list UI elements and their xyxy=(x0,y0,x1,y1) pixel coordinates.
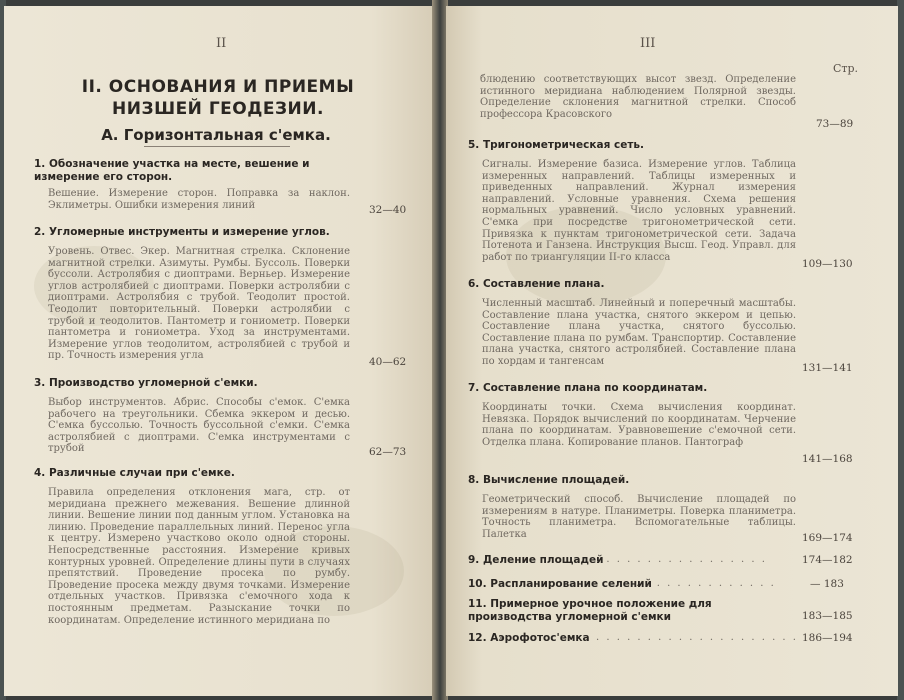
title-rule xyxy=(144,146,290,147)
page-number: II xyxy=(216,36,227,51)
toc-item-heading: 4. Различные случаи при с'емке. xyxy=(34,467,235,479)
toc-item-description: Сигналы. Измерение базиса. Измерение углов. Таблица измеренных направлений. Таблицы измеренных и приведенных направлений. Журнал измерения направлений. Условные уравнения. Схема решения нормальных уравнений. Число условных уравнений. С'емка при посредстве тригонометрической сети. Привязка к пунктам тригонометрической сети. Задача Потенота и Ганзена. Инструкция Высш. Геод. Управл. для работ по триангуляции II-го класса xyxy=(482,159,796,263)
toc-item-description: Выбор инструментов. Абрис. Способы с'емок. С'емка рабочего на треугольники. Сбемка эккером и десью. С'емка буссолью. Точность буссольной с'емки. С'емка астролябией с диоптрами. С'емка инструментами с трубой xyxy=(48,397,350,455)
toc-item-pages: — 183 xyxy=(810,578,844,590)
right-page xyxy=(446,6,898,696)
toc-item-heading: 5. Тригонометрическая сеть. xyxy=(468,139,645,151)
toc-item-pages: 186—194 xyxy=(802,632,853,644)
toc-item-description: Правила определения отклонения мага, стр. от меридиана прежнего межевания. Вешение длинной линии. Вешение линии под данным углом. Установка на линию. Проведение параллельных линий. Перенос угла к центру. Измерено участково около одной стороны. Непосредственные расстояния. Измерение кривых контурных уровней. Определение длины пути в случаях препятствий. Проведение просека по румбу. Проведение просека между двумя точками. Измерение отдельных участков. Привязка с'емочного хода к постоянным предметам. Разыскание точки по координатам. Определение истинного меридиана по xyxy=(48,487,350,626)
toc-item-description: Координаты точки. Схема вычисления координат. Невязка. Порядок вычислений по координатам. Черчение плана по координатам. Уравновешение с'емочной сети. Отделка плана. Копирование планов. Пантограф xyxy=(482,402,796,448)
toc-item xyxy=(468,578,652,590)
toc-item-pages: 169—174 xyxy=(802,532,853,544)
toc-item xyxy=(34,226,350,362)
toc-item-heading: 6. Составление плана. xyxy=(468,278,605,290)
subsection-title: А. Горизонтальная с'емка. xyxy=(101,126,331,144)
toc-item-pages: 62—73 xyxy=(369,446,407,458)
left-page xyxy=(4,6,436,696)
toc-item-heading: 1. Обозначение участка на месте, вешение и измерение его сторон. xyxy=(34,158,310,183)
toc-item xyxy=(468,474,796,540)
toc-item-heading: 7. Составление плана по координатам. xyxy=(468,382,708,394)
toc-item-heading: 10. Распланирование селений xyxy=(468,578,652,590)
toc-item xyxy=(468,278,796,368)
toc-item-pages: 174—182 xyxy=(802,554,853,566)
toc-item-heading: 12. Аэрофотос'емка xyxy=(468,632,590,644)
toc-item xyxy=(34,377,350,455)
toc-item-pages: 73—89 xyxy=(816,118,854,130)
toc-item-pages: 109—130 xyxy=(802,258,853,270)
toc-item-description: Численный масштаб. Линейный и поперечный масштабы. Составление плана участка, снятого эккером и цепью. Составление плана участка, снятого буссолью. Составление плана по румбам. Транспортир. Составление плана участка, снятого астролябией. Составление плана по хордам и тангенсам xyxy=(482,298,796,367)
toc-item-pages: 131—141 xyxy=(802,362,853,374)
toc-item-description: Вешение. Измерение сторон. Поправка за наклон. Эклиметры. Ошибки измерения линий xyxy=(48,188,350,211)
toc-item xyxy=(468,139,796,263)
toc-item xyxy=(468,598,798,624)
toc-item-heading: 3. Производство угломерной с'емки. xyxy=(34,377,258,389)
section-title: II. ОСНОВАНИЯ И ПРИЕМЫ НИЗШЕЙ ГЕОДЕЗИИ. xyxy=(81,77,355,119)
toc-item-description: Геометрический способ. Вычисление площадей по измерениям в натуре. Планиметры. Поверка планиметра. Точность планиметра. Вспомогательные таблицы. Палетка xyxy=(482,494,796,540)
leader-dots: . . . . . . . . . . . . . . . . . xyxy=(596,554,767,565)
page-number: III xyxy=(640,36,656,51)
toc-item xyxy=(34,158,350,211)
toc-item-description: Уровень. Отвес. Экер. Магнитная стрелка. Склонение магнитной стрелки. Азимуты. Румбы. Буссоль. Поверки буссоли. Астролябия с диоптрами. Верньер. Измерение углов астролябией с диоптрами. Поверки астролябии с диоптрами. Астролябия с трубой. Теодолит простой. Теодолит повторительный. Поверки астролябии с трубой и теодолитов. Пантометр и гониометр. Поверки пантометра и гониометра. Уход за инструментами. Измерение углов теодолитом, астролябией с трубой и пр. Точность измерения угла xyxy=(48,246,350,362)
pages-column-label: Стр. xyxy=(832,62,858,75)
toc-item-heading: 2. Угломерные инструменты и измерение углов. xyxy=(34,226,330,238)
toc-item-pages: 141—168 xyxy=(802,453,853,465)
toc-item-pages: 40—62 xyxy=(369,356,407,368)
toc-item xyxy=(34,467,350,626)
toc-item xyxy=(468,382,796,448)
toc-continuation xyxy=(466,70,796,120)
cover-edge-right xyxy=(897,0,904,700)
toc-item-heading: 8. Вычисление площадей. xyxy=(468,474,630,486)
toc-item-heading: 11. Примерное урочное положение для производства угломерной с'емки xyxy=(468,598,712,623)
leader-dots: . . . . . . . . . . . . . . xyxy=(636,578,776,589)
leader-dots: . . . . . . . . . . . . . . . . . . . . xyxy=(596,632,798,643)
toc-item-pages: 183—185 xyxy=(802,610,853,622)
toc-item-pages: 32—40 xyxy=(369,204,407,216)
toc-item-description: блюдению соответствующих высот звезд. Определение истинного меридиана наблюдением Полярной звезды. Определение склонения магнитной стрелки. Способ профессора Красовского xyxy=(480,74,796,120)
toc-item-heading: 9. Деление площадей xyxy=(468,554,604,566)
